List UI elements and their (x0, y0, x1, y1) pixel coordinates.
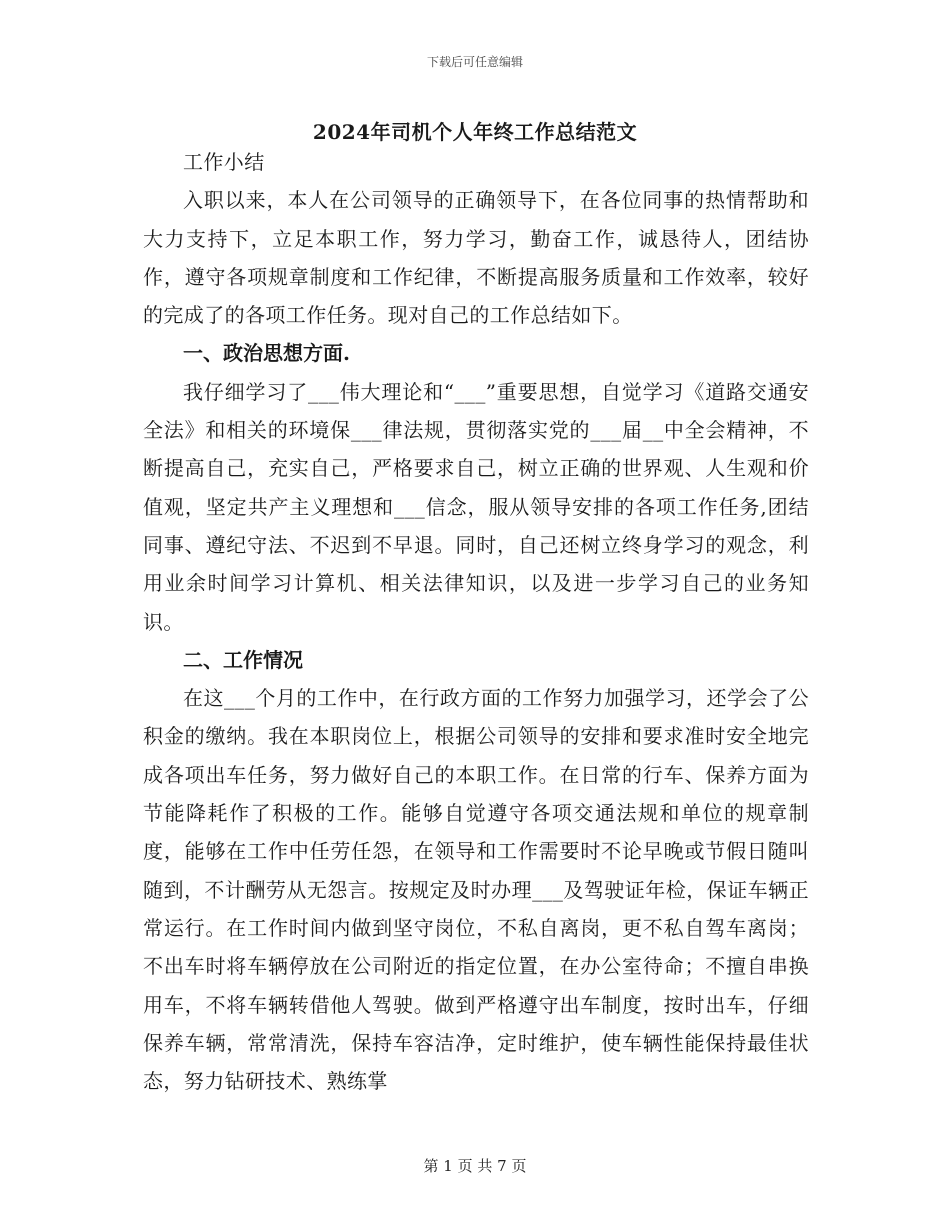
document-title: 2024年司机个人年终工作总结范文 (312, 120, 638, 144)
section-2-heading: 二、工作情况 (183, 647, 303, 672)
intro-paragraph: 入职以来，本人在公司领导的正确领导下，在各位同事的热情帮助和大力支持下，立足本职工作，努力学习，勤奋工作，诚恳待人，团结协作，遵守各项规章制度和工作纪律，不断提高服务质量和工作效率，较好的完成了的各项工作任务。现对自己的工作总结如下。 (143, 188, 809, 328)
header-note: 下载后可任意编辑 (426, 55, 523, 69)
section-1-paragraph: 我仔细学习了___伟大理论和“___”重要思想，自觉学习《道路交通安全法》和相关的环境保___律法规，贯彻落实党的___届__中全会精神，不断提高自己，充实自己，严格要求自己，树立正确的世界观、人生观和价值观，坚定共产主义理想和___信念，服从领导安排的各项工作任务,团结同事、遵纪守法、不迟到不早退。同时，自己还树立终身学习的观念，利用业余时间学习计算机、相关法律知识，以及进一步学习自己的业务知识。 (143, 379, 809, 634)
subtitle: 工作小结 (183, 150, 265, 174)
section-1-heading: 一、政治思想方面. (183, 341, 350, 366)
page-footer: 第 1 页 共 7 页 (423, 1157, 527, 1175)
section-2-paragraph: 在这___个月的工作中，在行政方面的工作努力加强学习，还学会了公积金的缴纳。我在本职岗位上，根据公司领导的安排和要求准时安全地完成各项出车任务，努力做好自己的本职工作。在日常的行车、保养方面为节能降耗作了积极的工作。能够自觉遵守各项交通法规和单位的规章制度，能够在工作中任劳任怨，在领导和工作需要时不论早晚或节假日随叫随到，不计酬劳从无怨言。按规定及时办理___及驾驶证年检，保证车辆正常运行。在工作时间内做到坚守岗位，不私自离岗，更不私自驾车离岗；不出车时将车辆停放在公司附近的指定位置，在办公室待命；不擅自串换用车，不将车辆转借他人驾驶。做到严格遵守出车制度，按时出车，仔细保养车辆，常常清洗，保持车容洁净，定时维护，使车辆性能保持最佳状态，努力钻研技术、熟练掌 (143, 686, 809, 1094)
document-body (143, 143, 809, 1100)
